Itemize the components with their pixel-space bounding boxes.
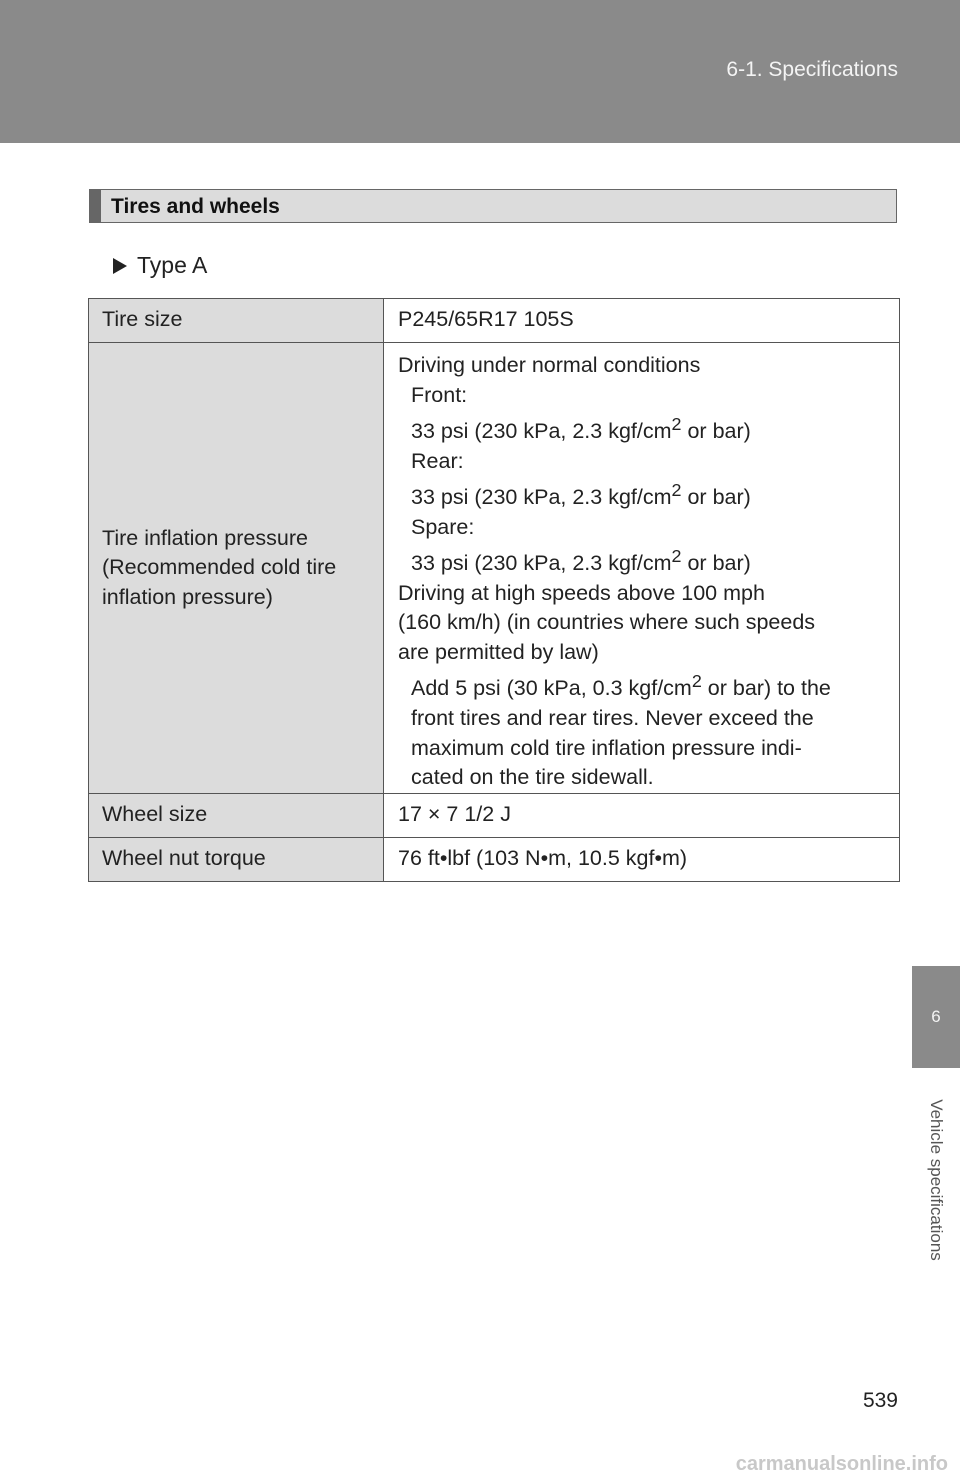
add-pressure-line-3: maximum cold tire inflation pressure indi- xyxy=(411,735,802,760)
section-heading-marker xyxy=(90,190,101,222)
inflation-label-line-2: (Recommended cold tire xyxy=(102,555,337,580)
wheel-size-value: 17 × 7 1/2 J xyxy=(384,793,900,837)
type-label xyxy=(113,252,207,279)
front-label: Front: xyxy=(411,382,468,407)
add-pressure-line-4: cated on the tire sidewall. xyxy=(411,765,654,790)
watermark-text: carmanualsonline.info xyxy=(735,1453,948,1475)
table-row-inflation xyxy=(89,343,900,794)
section-heading-title: Tires and wheels xyxy=(111,195,280,218)
high-speed-line-3: are permitted by law) xyxy=(398,639,599,664)
chapter-tab-number: 6 xyxy=(912,966,960,1068)
table-row-tire-size xyxy=(89,299,900,343)
wheel-nut-torque-label: Wheel nut torque xyxy=(89,837,384,881)
header-section-title: 6-1. Specifications xyxy=(726,58,898,81)
add-pressure-line-2: front tires and rear tires. Never exceed the xyxy=(411,706,814,731)
chapter-tab-label: Vehicle specifications xyxy=(927,1099,946,1261)
specifications-table xyxy=(88,298,900,882)
section-heading xyxy=(89,189,897,223)
inflation-label-line-3: inflation pressure) xyxy=(102,584,273,609)
tire-size-label: Tire size xyxy=(89,299,384,343)
table-row-wheel-nut-torque xyxy=(89,837,900,881)
high-speed-line-2: (160 km/h) (in countries where such speeds xyxy=(398,610,816,635)
spare-value: 33 psi (230 kPa, 2.3 kgf/$cm^2$ or bar) xyxy=(411,546,751,576)
table-row-wheel-size xyxy=(89,793,900,837)
add-pressure-line-1: Add 5 psi (30 kPa, 0.3 kgf/$cm^2$ or bar) to the xyxy=(411,671,831,701)
tire-size-value: P245/65R17 105S xyxy=(384,299,900,343)
front-value: 33 psi (230 kPa, 2.3 kgf/$cm^2$ or bar) xyxy=(411,414,751,444)
type-label-text: Type A xyxy=(137,252,208,278)
wheel-nut-torque-value: 76 ft•lbf (103 N•m, 10.5 kgf•m) xyxy=(384,837,900,881)
inflation-label-line-1: Tire inflation pressure xyxy=(102,525,308,550)
wheel-size-label: Wheel size xyxy=(89,793,384,837)
triangle-bullet-icon xyxy=(113,258,127,274)
inflation-label xyxy=(89,343,384,794)
inflation-value xyxy=(384,343,900,794)
page-number: 539 xyxy=(862,1389,898,1412)
header-bar xyxy=(0,0,960,143)
rear-label: Rear: xyxy=(411,448,464,473)
normal-conditions-heading: Driving under normal conditions xyxy=(398,353,701,377)
high-speed-line-1: Driving at high speeds above 100 mph xyxy=(398,580,765,605)
spare-label: Spare: xyxy=(411,514,475,539)
rear-value: 33 psi (230 kPa, 2.3 kgf/$cm^2$ or bar) xyxy=(411,480,751,510)
